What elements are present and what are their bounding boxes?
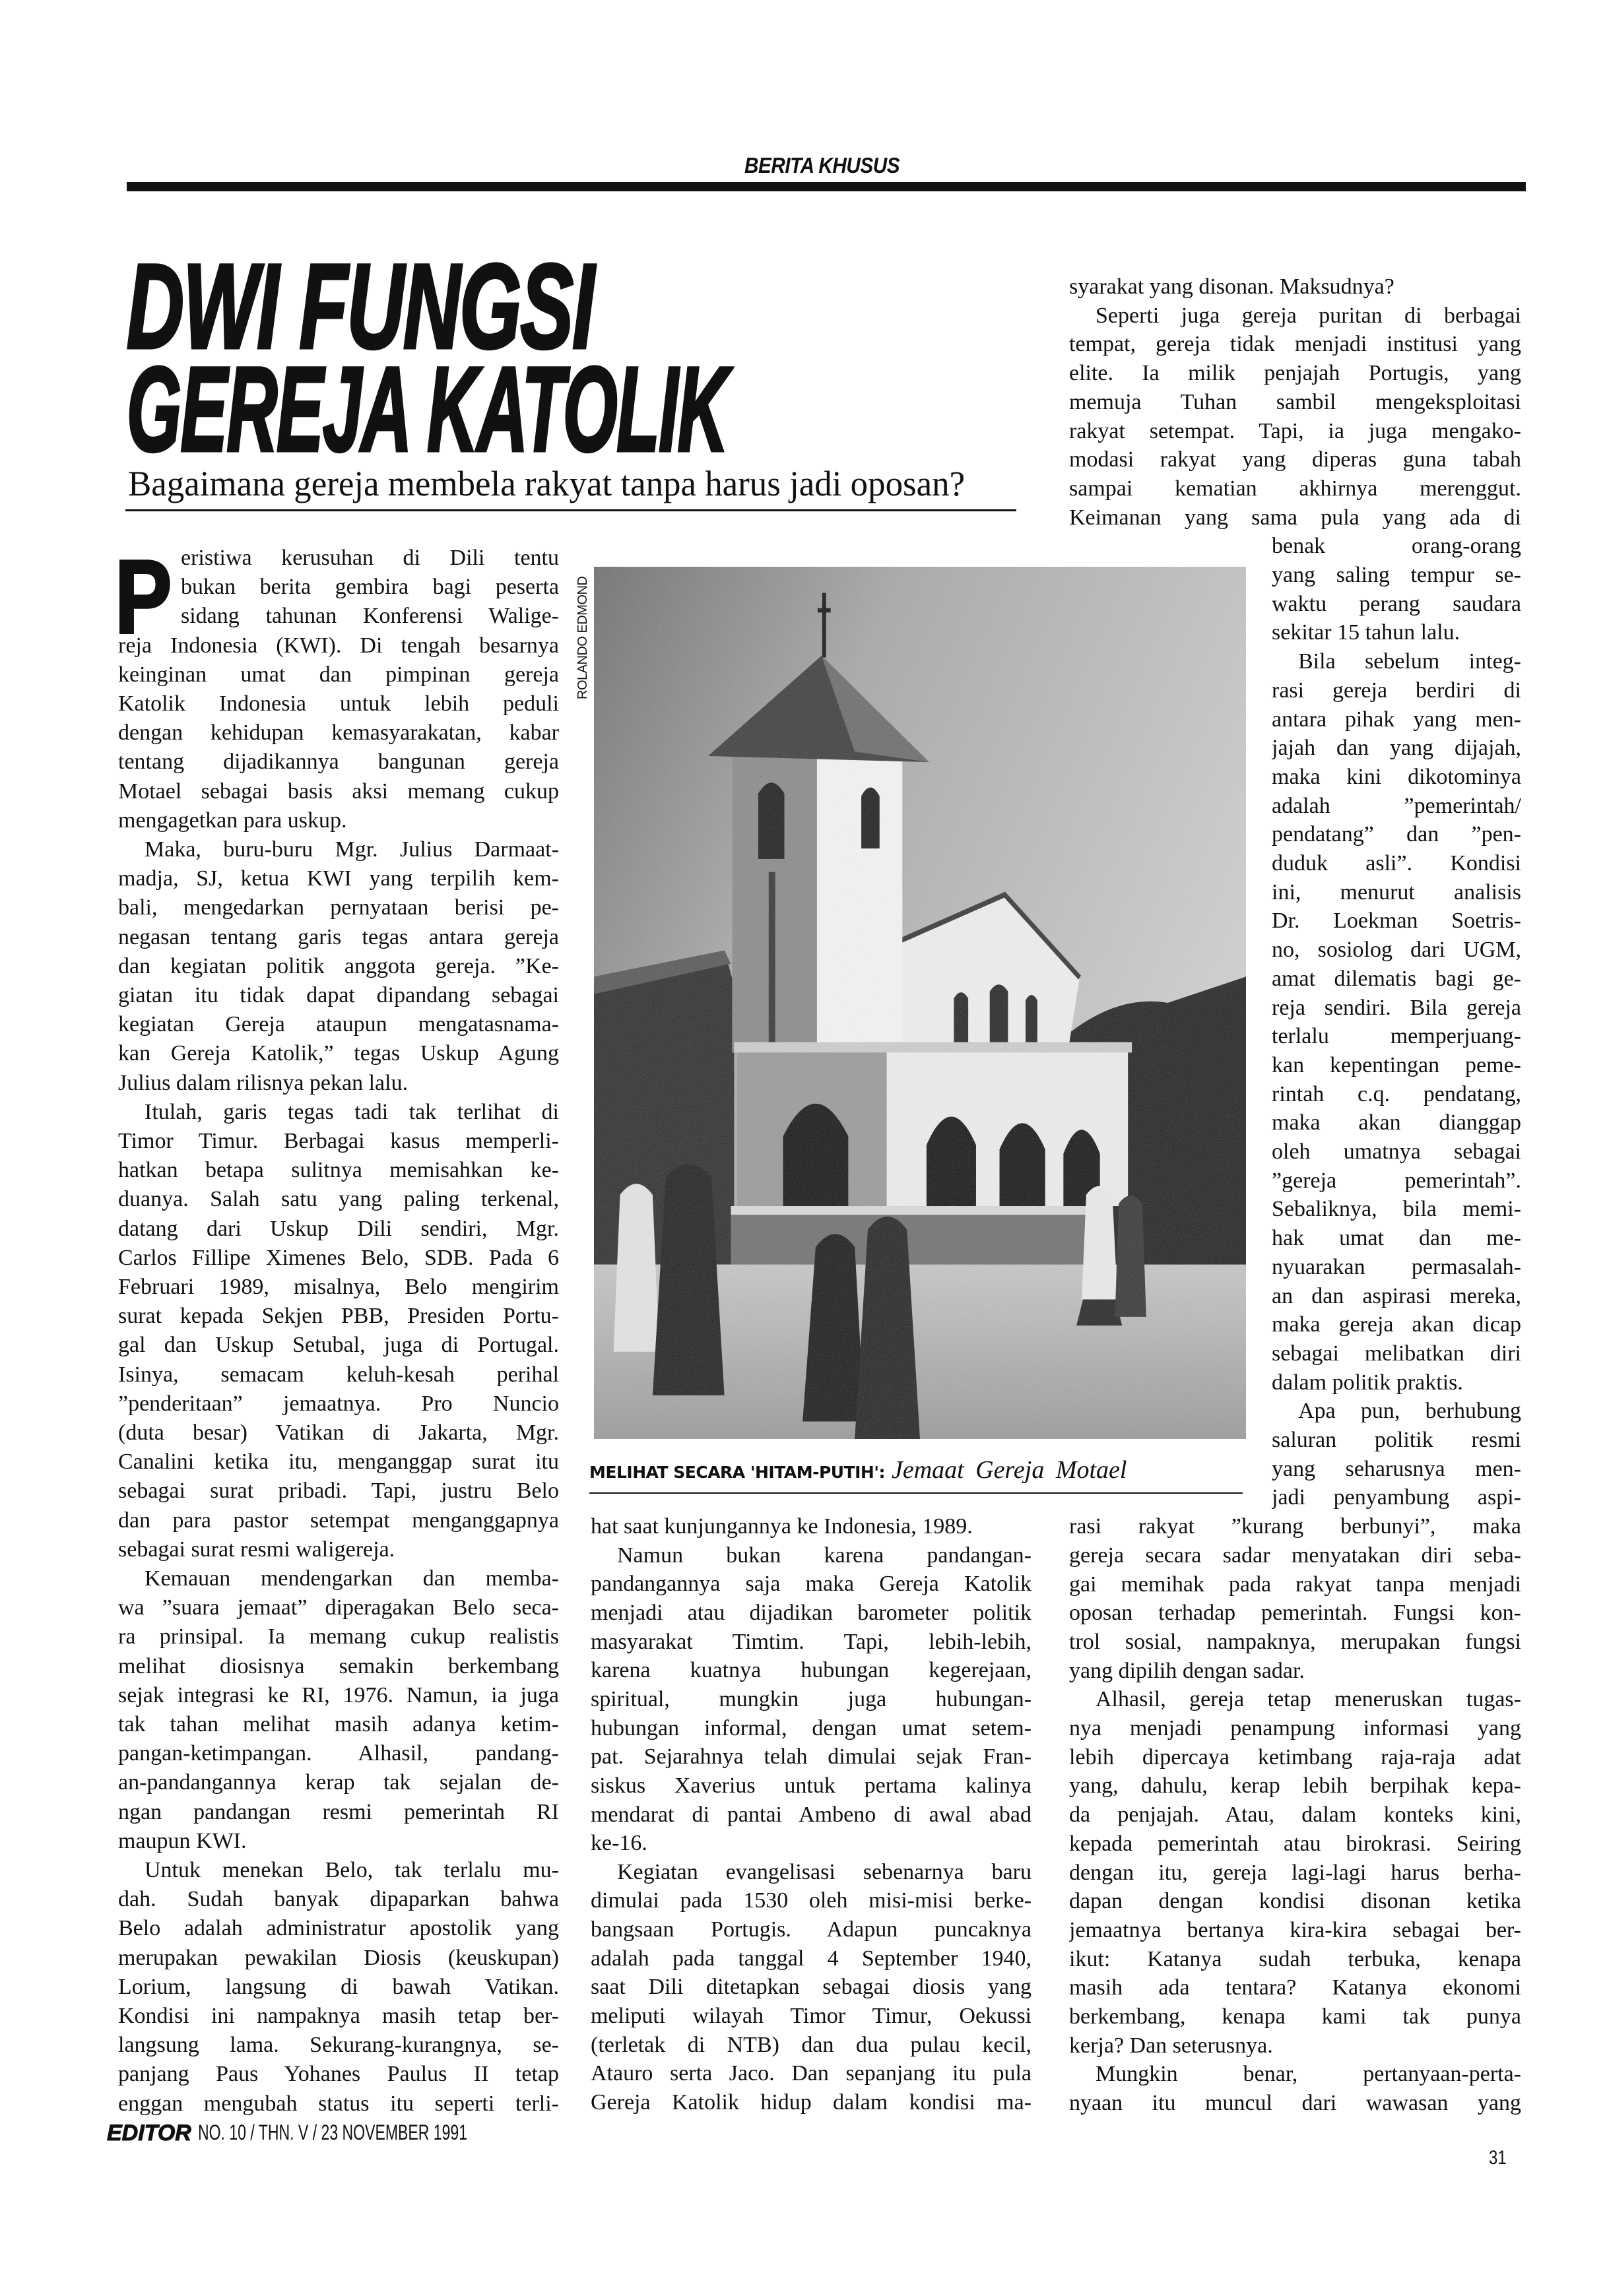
subtitle-rule — [125, 509, 1016, 511]
text-line: gereja secara sadar menyatakan diri seba- — [1069, 1543, 1521, 1568]
text-line: bali, mengedarkan pernyataan berisi pe- — [118, 895, 559, 920]
text-line: Isinya, semacam keluh-kesah perihal — [118, 1362, 559, 1387]
text-line: yang seharusnya men- — [1272, 1456, 1521, 1481]
text-line: pat. Sejarahnya telah dimulai sejak Fran- — [591, 1744, 1032, 1770]
text-line: adalah ”pemerintah/ — [1272, 793, 1521, 818]
text-line: Seperti juga gereja puritan di berbagai — [1096, 303, 1521, 328]
text-line: ke-16. — [591, 1831, 647, 1856]
text-line: antara pihak yang men- — [1272, 707, 1521, 732]
text-line: negasan tentang garis tegas antara gereja — [118, 924, 559, 949]
text-line: Sebaliknya, bila memi- — [1272, 1197, 1521, 1222]
text-line: dan kegiatan politik anggota gereja. ”Ke- — [118, 953, 559, 978]
text-line: reja Indonesia (KWI). Di tengah besarnya — [118, 633, 559, 658]
text-line: sebagai melibatkan diri — [1272, 1341, 1521, 1366]
text-line: lebih dipercaya ketimbang raja-raja adat — [1069, 1744, 1521, 1770]
text-line: dapan dengan kondisi disonan ketika — [1069, 1889, 1521, 1914]
text-line: Dr. Loekman Soetris- — [1272, 909, 1521, 934]
text-line: sampai kematian akhirnya merenggut. — [1069, 476, 1521, 501]
text-line: Untuk menekan Belo, tak terlalu mu- — [145, 1858, 559, 1882]
text-line: Mungkin benar, pertanyaan-perta- — [1096, 2062, 1521, 2087]
text-line: saat Dili ditetapkan sebagai diosis yang — [591, 1975, 1032, 2000]
text-line: dengan itu, gereja lagi-lagi harus berha- — [1069, 1860, 1521, 1885]
text-line: meliputi wilayah Timor Timur, Oekussi — [591, 2004, 1032, 2029]
text-line: ini, menurut analisis — [1272, 879, 1521, 905]
photo-caption — [589, 1455, 1127, 1484]
text-line: sebagai surat resmi waligereja. — [118, 1537, 395, 1562]
text-line: (duta besar) Vatikan di Jakarta, Mgr. — [118, 1420, 559, 1445]
text-line: syarakat yang disonan. Maksudnya? — [1069, 274, 1394, 299]
text-line: gai memihak pada rakyat tanpa menjadi — [1069, 1572, 1521, 1597]
footer-magazine-name: EDITOR — [107, 2121, 191, 2146]
text-line: (terletak di NTB) dan dua pulau kecil, — [591, 2032, 1032, 2057]
section-label: BERITA KHUSUS — [744, 153, 900, 177]
text-line: menjadi atau dijadikan barometer politik — [591, 1600, 1032, 1625]
text-line: Carlos Fillipe Ximenes Belo, SDB. Pada 6 — [118, 1245, 559, 1270]
text-line: Kondisi ini nampaknya masih tetap ber- — [118, 2004, 559, 2028]
text-line: Bila sebelum integ- — [1298, 649, 1521, 674]
text-line: tak tahan melihat masih adanya ketim- — [118, 1712, 559, 1737]
text-line: maka kini dikotominya — [1272, 764, 1521, 789]
text-line: Motael sebagai basis aksi memang cukup — [118, 779, 559, 804]
text-line: siskus Xaverius untuk pertama kalinya — [591, 1773, 1032, 1798]
text-line: bukan berita gembira bagi peserta — [181, 575, 559, 600]
text-line: Kegiatan evangelisasi sebenarnya baru — [617, 1859, 1032, 1884]
text-line: sidang tahunan Konferensi Walige- — [181, 604, 559, 629]
text-line: ra prinsipal. Ia memang cukup realistis — [118, 1624, 559, 1649]
photo-credit: ROLANDO EDMOND — [575, 576, 590, 699]
text-line: mengagetkan para uskup. — [118, 808, 347, 833]
text-line: pendatang” dan ”pen- — [1272, 822, 1521, 847]
text-line: dimulai pada 1530 oleh misi-misi berke- — [591, 1888, 1032, 1913]
text-line: reja sendiri. Bila gereja — [1272, 995, 1521, 1020]
text-line: jemaatnya bertanya kira-kira sebagai ber- — [1069, 1917, 1521, 1942]
text-line: Namun bukan karena pandangan- — [617, 1543, 1032, 1568]
text-line: dalam politik praktis. — [1272, 1370, 1463, 1395]
text-line: tentang dijadikannya bangunan gereja — [118, 749, 559, 775]
text-line: yang, dahulu, kerap lebih berpihak kepa- — [1069, 1773, 1521, 1799]
text-line: no, sosiolog dari UGM, — [1272, 938, 1521, 963]
text-line: Apa pun, berhubung — [1298, 1399, 1521, 1424]
text-line: saluran politik resmi — [1272, 1428, 1521, 1452]
text-line: Februari 1989, misalnya, Belo mengirim — [118, 1275, 559, 1299]
text-line: Keimanan yang sama pula yang ada di — [1069, 505, 1521, 530]
text-line: Timor Timur. Berbagai kasus memperli- — [118, 1129, 559, 1153]
text-line: rasi gereja berdiri di — [1272, 678, 1521, 703]
text-line: maka gereja akan dicap — [1272, 1312, 1521, 1337]
text-line: Atauro serta Jaco. Dan sepanjang itu pula — [591, 2061, 1032, 2086]
header-rule — [127, 182, 1526, 191]
text-line: ikut: Katanya sudah terbuka, kenapa — [1069, 1946, 1521, 1971]
church-photo — [594, 567, 1246, 1439]
text-line: wa ”suara jemaat” diperagakan Belo seca- — [118, 1595, 559, 1620]
text-line: adalah pada tanggal 4 September 1940, — [591, 1946, 1032, 1971]
footer-issue-info: NO. 10 / THN. V / 23 NOVEMBER 1991 — [198, 2121, 468, 2144]
text-line: rintah c.q. pendatang, — [1272, 1081, 1521, 1106]
text-line: sejak integrasi ke RI, 1976. Namun, ia juga — [118, 1682, 559, 1707]
text-line: Maka, buru-buru Mgr. Julius Darmaat- — [145, 837, 559, 862]
text-line: an dan aspirasi mereka, — [1272, 1283, 1521, 1308]
text-line: Kemauan mendengarkan dan memba- — [145, 1566, 559, 1591]
text-line: berkembang, kenapa kami tak punya — [1069, 2004, 1521, 2029]
text-line: kan Gereja Katolik,” tegas Uskup Agung — [118, 1041, 559, 1066]
text-line: hat saat kunjungannya ke Indonesia, 1989. — [591, 1514, 973, 1539]
text-line: karena kuatnya hubungan kegerejaan, — [591, 1658, 1032, 1683]
article-title-line-1: DWI FUNGSI — [127, 239, 594, 373]
text-line: waktu perang saudara — [1272, 591, 1521, 616]
text-line: yang saling tempur se- — [1272, 563, 1521, 587]
text-line: hatkan betapa sulitnya memisahkan ke- — [118, 1158, 559, 1183]
text-line: merupakan pewakilan Diosis (keuskupan) — [118, 1945, 559, 1970]
text-line: surat kepada Sekjen PBB, Presiden Portu- — [118, 1304, 559, 1329]
text-line: Gereja Katolik hidup dalam kondisi ma- — [591, 2090, 1032, 2115]
text-line: Katolik Indonesia untuk lebih peduli — [118, 691, 559, 716]
page-number: 31 — [1489, 2147, 1507, 2169]
text-line: eristiwa kerusuhan di Dili tentu — [181, 546, 559, 570]
text-line: melihat diosisnya semakin berkembang — [118, 1653, 559, 1678]
drop-cap: P — [115, 539, 172, 655]
text-line: kegiatan Gereja ataupun mengatasnama- — [118, 1012, 559, 1037]
text-line: nyuarakan permasalah- — [1272, 1254, 1521, 1279]
text-line: pangan-ketimpangan. Alhasil, pandang- — [118, 1741, 559, 1766]
text-line: oposan terhadap pemerintah. Fungsi kon- — [1069, 1601, 1521, 1626]
text-line: Itulah, garis tegas tadi tak terlihat di — [145, 1099, 559, 1124]
text-line: memuja Tuhan sambil mengeksploitasi — [1069, 389, 1521, 414]
text-line: Lorium, langsung di bawah Vatikan. — [118, 1974, 559, 1999]
text-line: benak orang-orang — [1272, 534, 1521, 559]
text-line: dan para pastor setempat menganggapnya — [118, 1508, 559, 1533]
text-line: amat dilematis bagi ge- — [1272, 966, 1521, 991]
text-line: duanya. Salah satu yang paling terkenal, — [118, 1187, 559, 1212]
text-line: ngan pandangan resmi pemerintah RI — [118, 1799, 559, 1824]
text-line: rakyat setempat. Tapi, ia juga mengako- — [1069, 418, 1521, 443]
text-line: tempat, gereja tidak menjadi institusi yang — [1069, 332, 1521, 357]
text-line: mendarat di pantai Ambeno di awal abad — [591, 1802, 1032, 1827]
text-line: pandangannya saja maka Gereja Katolik — [591, 1572, 1032, 1597]
text-line: sekitar 15 tahun lalu. — [1272, 620, 1460, 645]
text-line: duduk asli”. Kondisi — [1272, 851, 1521, 876]
text-line: Alhasil, gereja tetap meneruskan tugas- — [1096, 1687, 1521, 1712]
text-line: ”gereja pemerintah”. — [1272, 1168, 1521, 1193]
text-line: trol sosial, nampaknya, merupakan fungsi — [1069, 1629, 1521, 1654]
text-line: jadi penyambung aspi- — [1272, 1485, 1521, 1510]
text-line: dah. Sudah banyak dipaparkan bahwa — [118, 1887, 559, 1912]
text-line: kerja? Dan seterusnya. — [1069, 2033, 1273, 2058]
text-line: nyaan itu muncul dari wawasan yang — [1069, 2091, 1521, 2116]
text-line: ”penderitaan” jemaatnya. Pro Nuncio — [118, 1391, 559, 1416]
text-line: nya menjadi penampung informasi yang — [1069, 1716, 1521, 1740]
text-line: Belo adalah administratur apostolik yang — [118, 1916, 559, 1941]
text-line: panjang Paus Yohanes Paulus II tetap — [118, 2062, 559, 2087]
text-line: oleh umatnya sebagai — [1272, 1139, 1521, 1164]
text-line: giatan itu tidak dapat dipandang sebagai — [118, 983, 559, 1007]
text-line: masyarakat Timtim. Tapi, lebih-lebih, — [591, 1629, 1032, 1654]
text-line: langsung lama. Sekurang-kurangnya, se- — [118, 2033, 559, 2058]
text-line: dengan kehidupan kemasyarakatan, kabar — [118, 720, 559, 746]
caption-text: Jemaat Gereja Motael — [892, 1456, 1127, 1484]
text-line: datang dari Uskup Dili sendiri, Mgr. — [118, 1216, 559, 1241]
text-line: hubungan informal, dengan umat setem- — [591, 1715, 1032, 1740]
caption-label: MELIHAT SECARA 'HITAM-PUTIH': — [589, 1463, 885, 1482]
text-line: spiritual, mungkin juga hubungan- — [591, 1686, 1032, 1711]
text-line: bangsaan Portugis. Adapun puncaknya — [591, 1917, 1032, 1942]
text-line: hak umat dan me- — [1272, 1226, 1521, 1251]
text-line: rasi rakyat ”kurang berbunyi”, maka — [1069, 1514, 1521, 1539]
text-line: Julius dalam rilisnya pekan lalu. — [118, 1070, 409, 1095]
text-line: Canalini ketika itu, menganggap surat itu — [118, 1450, 559, 1475]
text-line: madja, SJ, ketua KWI yang terpilih kem- — [118, 866, 559, 891]
text-line: an-pandangannya kerap tak sejalan de- — [118, 1770, 559, 1795]
article-subtitle: Bagaimana gereja membela rakyat tanpa harus jadi oposan? — [128, 464, 966, 503]
text-line: terlalu memperjuang- — [1272, 1024, 1521, 1049]
text-line: keinginan umat dan pimpinan gereja — [118, 662, 559, 687]
text-line: elite. Ia milik penjajah Portugis, yang — [1069, 361, 1521, 386]
article-title-line-2: GEREJA KATOLIK — [127, 342, 728, 476]
text-line: maka akan dianggap — [1272, 1110, 1521, 1135]
text-line: enggan mengubah status itu seperti terli- — [118, 2091, 559, 2116]
text-line: jajah dan yang dijajah, — [1272, 736, 1521, 761]
text-line: kepada pemerintah atau birokrasi. Seiring — [1069, 1831, 1521, 1856]
text-line: masih ada tentara? Katanya ekonomi — [1069, 1975, 1521, 2000]
text-line: sebagai surat pribadi. Tapi, justru Belo — [118, 1479, 559, 1504]
text-line: maupun KWI. — [118, 1828, 247, 1853]
caption-rule — [589, 1492, 1243, 1494]
text-line: modasi rakyat yang diperas guna tabah — [1069, 447, 1521, 472]
text-line: yang dipilih dengan sadar. — [1069, 1658, 1305, 1683]
text-line: kan kepentingan peme- — [1272, 1052, 1521, 1077]
text-line: da penjajah. Atau, dalam konteks kini, — [1069, 1802, 1521, 1828]
text-line: gal dan Uskup Setubal, juga di Portugal. — [118, 1333, 559, 1358]
